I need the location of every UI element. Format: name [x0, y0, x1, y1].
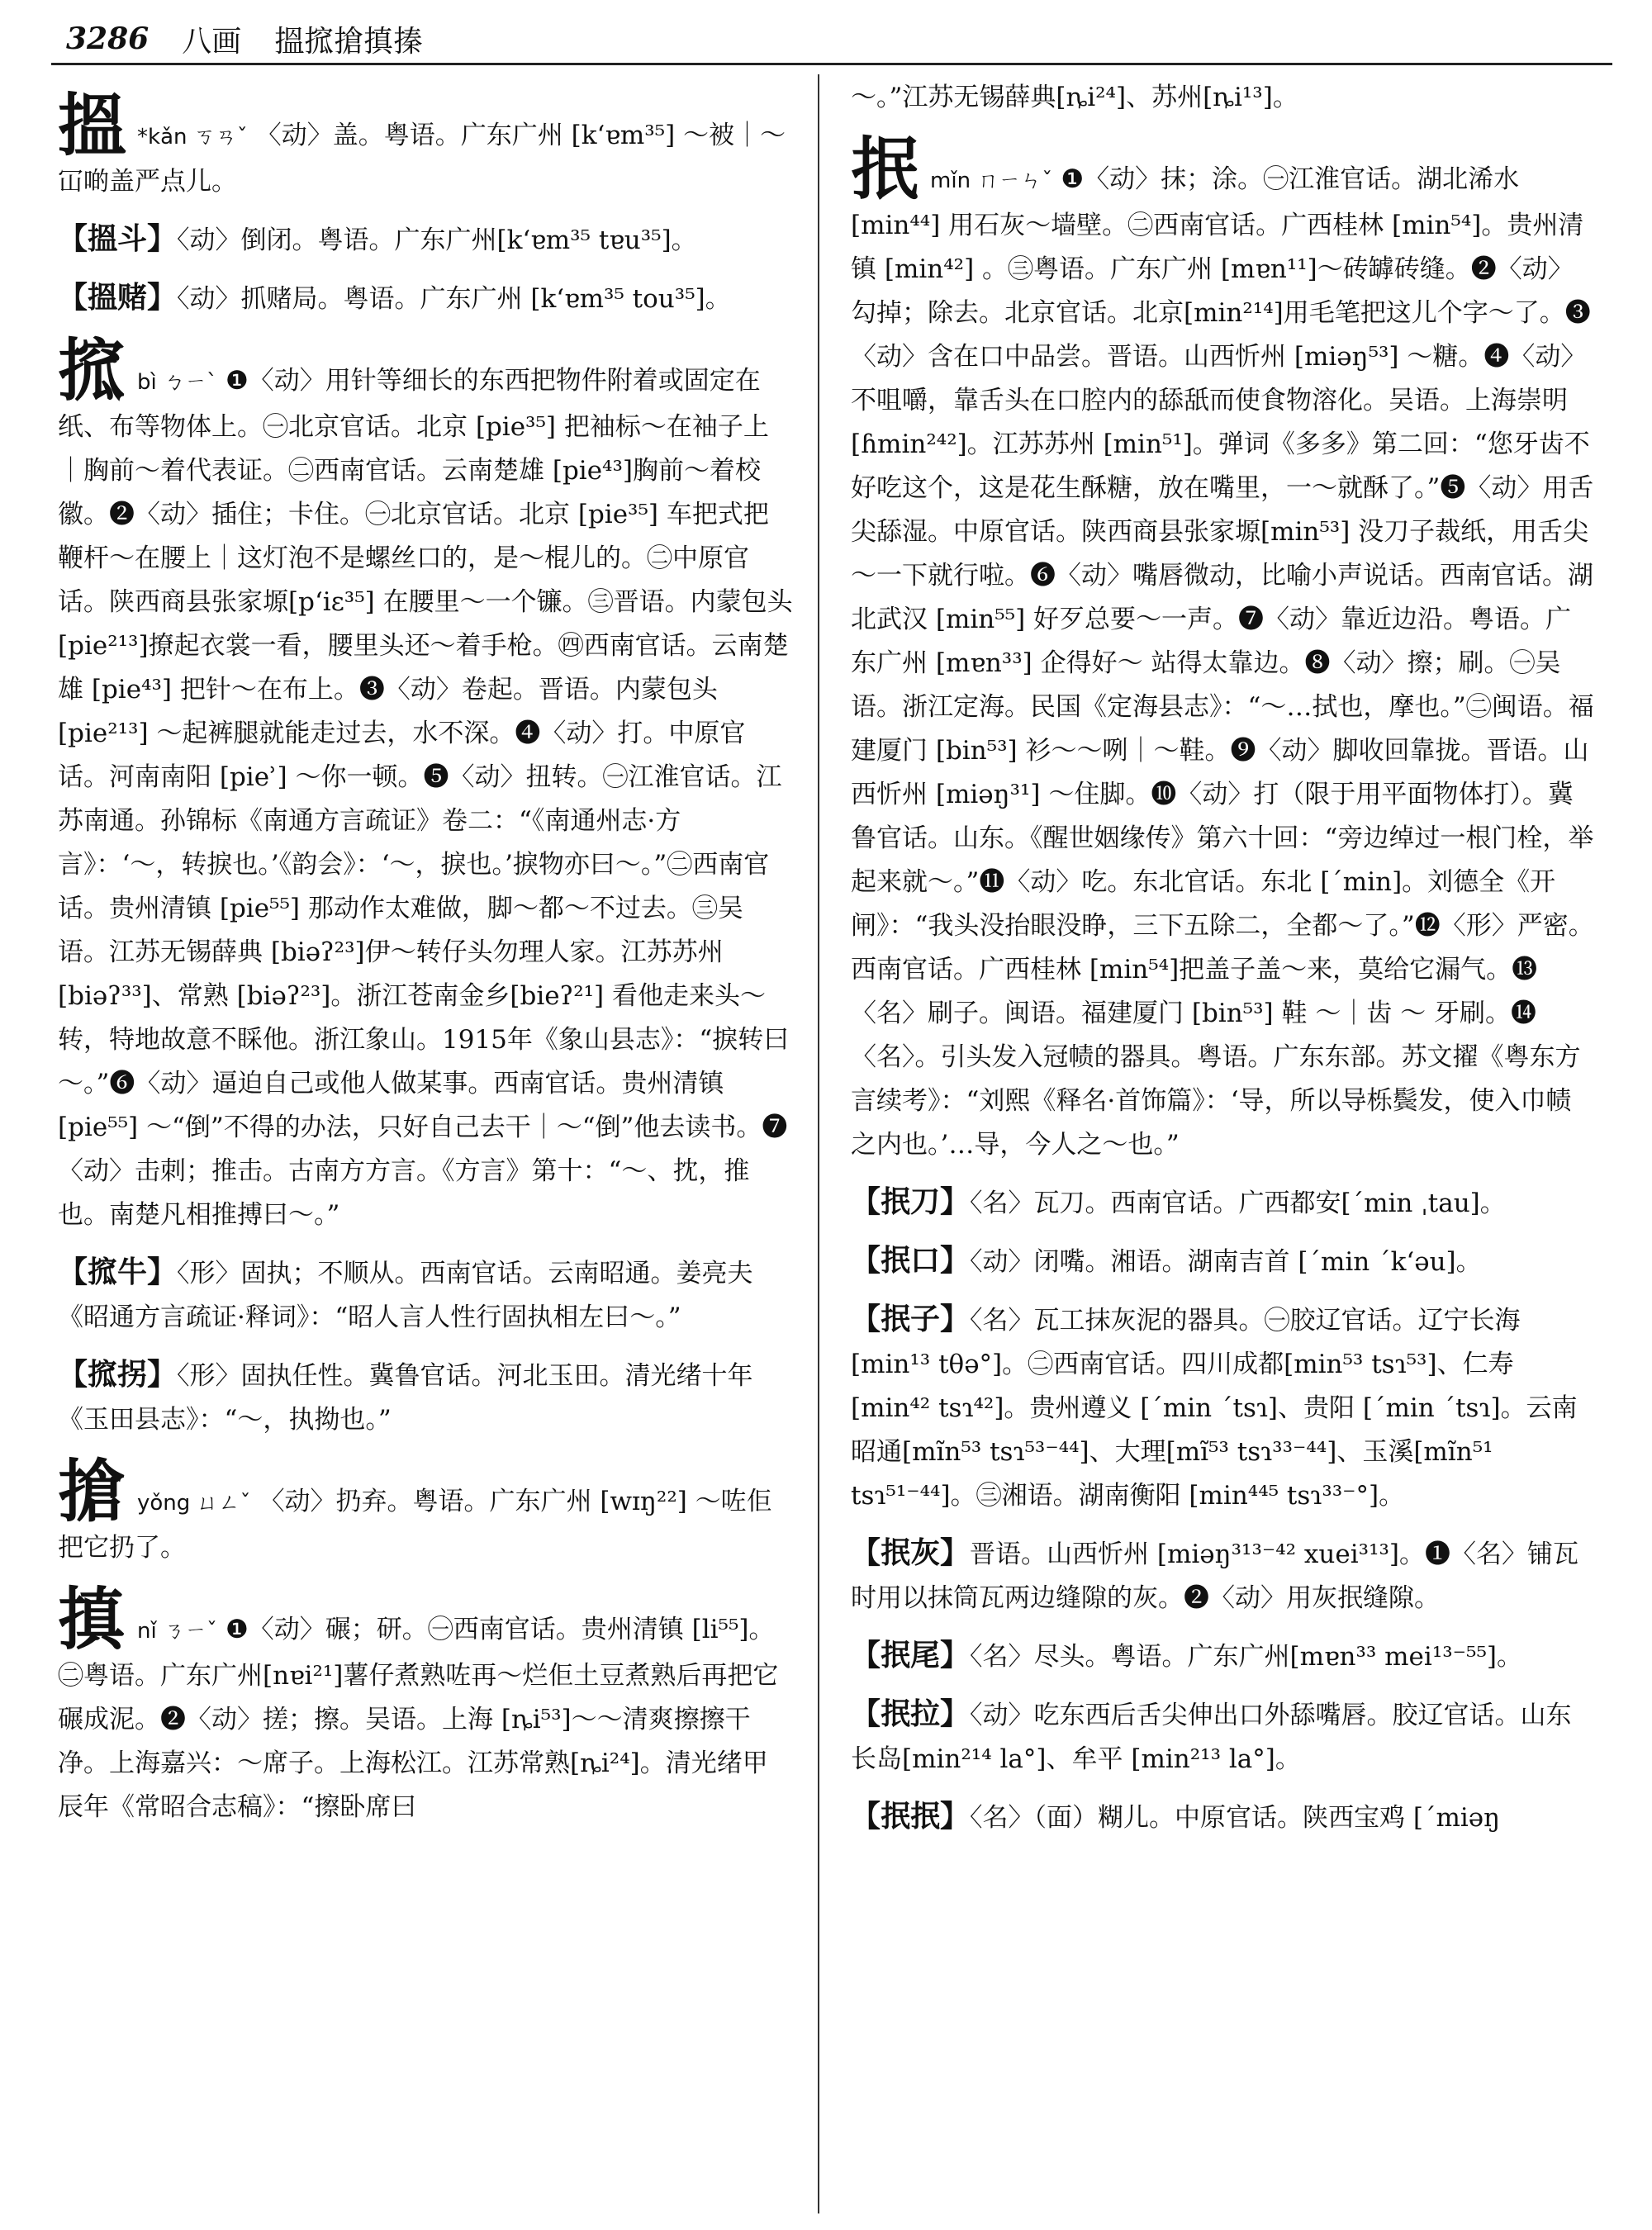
section-label: 八画 [182, 24, 242, 59]
headword-entry [58, 331, 793, 1237]
definition-text: 〈名〉（面）糊儿。中原官话。陕西宝鸡 [ˊmiəŋ [970, 1803, 1501, 1833]
definition-text: 〈形〉固执任性。冀鲁官话。河北玉田。清光绪十年《玉田县志》：“～，执拗也。” [58, 1361, 753, 1435]
compound-entry [851, 1795, 1594, 1840]
headword-entry [58, 1452, 793, 1570]
pronunciation: nǐ ㄋㄧˇ [137, 1619, 217, 1644]
compound-entry [58, 217, 793, 263]
compound-entry [851, 1239, 1594, 1284]
headword-entry [851, 130, 1594, 1167]
definition-text: 〈名〉瓦刀。西南官话。广西都安[ˊmin ˌtau]。 [970, 1189, 1506, 1218]
header-chars: 搵搲搶搷搸 [274, 24, 424, 59]
pronunciation: mǐn ㄇㄧㄣˇ [930, 168, 1053, 193]
left-column [58, 76, 793, 2215]
compound-word: 【抿子】 [851, 1302, 971, 1336]
definition-text: ～。”江苏无锡薛典[ȵi²⁴]、苏州[ȵi¹³]。 [851, 83, 1298, 112]
definition-text: ❶〈动〉抹；涂。㊀江淮官话。湖北浠水 [min⁴⁴] 用石灰～墙壁。㊁西南官话。广西桂林 [min⁵⁴]。贵州清镇 [min⁴²] 。㊂粤语。广东广州 [mɐn¹¹]～砖罅砖缝。❷〈动〉勾掉；除去。北京官话。北京[min²¹⁴]用毛笔把这儿个字～了。❸〈动〉含在口中品尝。晋语。山西忻州 [miəŋ⁵³] ～糖。❹〈动〉不咀嚼，靠舌头在口腔内的舔舐而使食物溶化。吴语。上海崇明[ɦmin²⁴²]。江苏苏州 [min⁵¹]。弹词《多多》第二回：“您牙齿不好吃这个，这是花生酥糖，放在嘴里，一～就酥了。”❺〈动〉用舌尖舔湿。中原官话。陕西商县张家塬[min⁵³] 没刀子裁纸，用舌尖～一下就行啦。❻〈动〉嘴唇微动，比喻小声说话。西南官话。湖北武汉 [min⁵⁵] 好歹总要～一声。❼〈动〉靠近边沿。粤语。广东广州 [mɐn³³] 企得好～ 站得太靠边。❽〈动〉擦；刷。㊀吴语。浙江定海。民国《定海县志》：“～…拭也，摩也。”㊁闽语。福建厦门 [bin⁵³] 衫～～咧｜～鞋。❾〈动〉脚收回靠拢。晋语。山西忻州 [miəŋ³¹] ～住脚。❿〈动〉打（限于用平面物体打）。冀鲁官话。山东。《醒世姻缘传》第六十回：“旁边绰过一根门栓，举起来就～。”⓫〈动〉吃。东北官话。东北 [ˊmin]。刘德全《开闸》：“我头没抬眼没睁，三下五除二，全都～了。”⓬〈形〉严密。西南官话。广西桂林 [min⁵⁴]把盖子盖～来，莫给它漏气。⓭〈名〉刷子。闽语。福建厦门 [bin⁵³] 鞋 ～｜齿 ～ 牙刷。⓮〈名〉。引头发入冠帻的器具。粤语。广东东部。苏文擢《粤东方言续考》：“刘熙《释名·首饰篇》：‘导，所以导栎鬓发，使入巾帻之内也。’…导，今人之～也。” [851, 164, 1594, 1160]
compound-entry [851, 1531, 1594, 1620]
continued-entry [851, 76, 1594, 120]
definition-text: 〈动〉倒闭。粤语。广东广州[kʻɐm³⁵ tɐu³⁵]。 [177, 225, 697, 255]
column-divider [818, 74, 819, 2213]
compound-word: 【抿口】 [851, 1243, 971, 1278]
compound-entry [851, 1180, 1594, 1226]
definition-text: ❶〈动〉碾；研。㊀西南官话。贵州清镇 [li⁵⁵]。㊁粤语。广东广州[nɐi²¹]薯仔煮熟咗再～烂佢土豆煮熟后再把它碾成泥。❷〈动〉搓；擦。吴语。上海 [ȵi⁵³]～～清爽擦擦干净。上海嘉兴：～席子。上海松江。江苏常熟[ȵi²⁴]。清光绪甲辰年《常昭合志稿》：“擦卧席曰 [58, 1615, 779, 1822]
definition-text: 〈动〉扔弃。粤语。广东广州 [wɪŋ²²] ～咗佢把它扔了。 [58, 1487, 772, 1563]
compound-entry [851, 1634, 1594, 1679]
compound-word: 【搲拐】 [58, 1357, 178, 1392]
compound-word: 【搲牛】 [58, 1255, 178, 1289]
compound-entry [58, 1353, 793, 1442]
right-column [851, 76, 1594, 2215]
compound-word: 【搵斗】 [58, 221, 178, 256]
definition-text: 〈形〉固执；不顺从。西南官话。云南昭通。姜亮夫《昭通方言疏证·释词》：“昭人言人性行固执相左曰～。” [58, 1259, 753, 1332]
headword-entry [58, 86, 793, 204]
compound-entry [851, 1298, 1594, 1518]
pronunciation: bì ㄅㄧˋ [137, 370, 218, 395]
definition-text: 〈动〉盖。粤语。广东广州 [kʻɐm³⁵] ～被｜～冚啲盖严点儿。 [58, 121, 786, 197]
definition-text: ❶〈动〉用针等细长的东西把物件附着或固定在纸、布等物体上。㊀北京官话。北京 [pie³⁵] 把袖标～在袖子上｜胸前～着代表证。㊁西南官话。云南楚雄 [pie⁴³]胸前～着校徽。❷〈动〉插住；卡住。㊀北京官话。北京 [pie³⁵] 车把式把鞭杆～在腰上｜这灯泡不是螺丝口的，是～棍儿的。㊁中原官话。陕西商县张家塬[pʻiɛ³⁵] 在腰里～一个镰。㊂晋语。内蒙包头 [pie²¹³]撩起衣裳一看，腰里头还～着手枪。㊃西南官话。云南楚雄 [pie⁴³] 把针～在布上。❸〈动〉卷起。晋语。内蒙包头 [pie²¹³] ～起裤腿就能走过去，水不深。❹〈动〉打。中原官话。河南南阳 [pieʾ] ～你一顿。❺〈动〉扭转。㊀江淮官话。江苏南通。孙锦标《南通方言疏证》卷二：“《南通州志·方言》：‘～，转捩也。’《韵会》：‘～，捩也。’捩物亦曰～。”㊁西南官话。贵州清镇 [pie⁵⁵] 那动作太难做，脚～都～不过去。㊂吴语。江苏无锡薛典 [biəʔ²³]伊～转仔头勿理人家。江苏苏州 [biəʔ³³]、常熟 [biəʔ²³]。浙江苍南金乡[bieʔ²¹] 看他走来头～转，特地故意不睬他。浙江象山。1915年《象山县志》：“捩转曰～。”❻〈动〉逼迫自己或他人做某事。西南官话。贵州清镇[pie⁵⁵] ～“倒”不得的办法，只好自己去干｜～“倒”他去读书。❼〈动〉击刺；推击。古南方方言。《方言》第十：“～、抌，推也。南楚凡相推搏曰～。” [58, 366, 793, 1230]
definition-text: 〈名〉尽头。粤语。广东广州[mɐn³³ mei¹³⁻⁵⁵]。 [970, 1642, 1522, 1672]
compound-word: 【抿刀】 [851, 1184, 971, 1219]
compound-word: 【抿灰】 [851, 1535, 971, 1570]
headword-char: 搶 [58, 1452, 126, 1531]
compound-word: 【抿抿】 [851, 1799, 971, 1834]
definition-text: 〈动〉吃东西后舌尖伸出口外舔嘴唇。胶辽官话。山东长岛[min²¹⁴ la°]、牟平 [min²¹³ la°]。 [851, 1701, 1572, 1774]
definition-text: 〈动〉抓赌局。粤语。广东广州 [kʻɐm³⁵ tou³⁵]。 [177, 284, 731, 314]
headword-entry [58, 1580, 793, 1829]
compound-word: 【搵赌】 [58, 280, 178, 315]
headword-char: 抿 [851, 130, 919, 209]
compound-word: 【抿拉】 [851, 1696, 971, 1731]
headword-char: 搷 [58, 1580, 126, 1659]
pronunciation: yǒng ㄩㄥˇ [137, 1491, 251, 1516]
compound-word: 【抿尾】 [851, 1638, 971, 1672]
compound-entry [58, 276, 793, 321]
pronunciation: *kǎn ㄎㄢˇ [137, 125, 248, 149]
page-header [51, 15, 1612, 65]
compound-entry [851, 1692, 1594, 1782]
compound-entry [58, 1250, 793, 1340]
page-number: 3286 [66, 21, 150, 56]
definition-text: 〈名〉瓦工抹灰泥的器具。㊀胶辽官话。辽宁长海[min¹³ tθə°]。㊁西南官话。四川成都[min⁵³ tsɿ⁵³]、仁寿 [min⁴² tsɿ⁴²]。贵州遵义 [ˊmin ˊtsɿ]、贵阳 [ˊmin ˊtsɿ]。云南昭通[mĩn⁵³ tsɿ⁵³⁻⁴⁴]、大理[mĩ⁵³ tsɿ³³⁻⁴⁴]、玉溪[mĩn⁵¹ tsɿ⁵¹⁻⁴⁴]。㊂湘语。湖南衡阳 [min⁴⁴⁵ tsɿ³³⁻°]。 [851, 1306, 1578, 1511]
headword-char: 搵 [58, 86, 126, 165]
definition-text: 晋语。山西忻州 [miəŋ³¹³⁻⁴² xuei³¹³]。❶〈名〉铺瓦时用以抹筒瓦两边缝隙的灰。❷〈动〉用灰抿缝隙。 [851, 1540, 1579, 1613]
definition-text: 〈动〉闭嘴。湘语。湖南吉首 [ˊmin ˊkʻəu]。 [970, 1247, 1482, 1277]
headword-char: 搲 [58, 331, 126, 410]
